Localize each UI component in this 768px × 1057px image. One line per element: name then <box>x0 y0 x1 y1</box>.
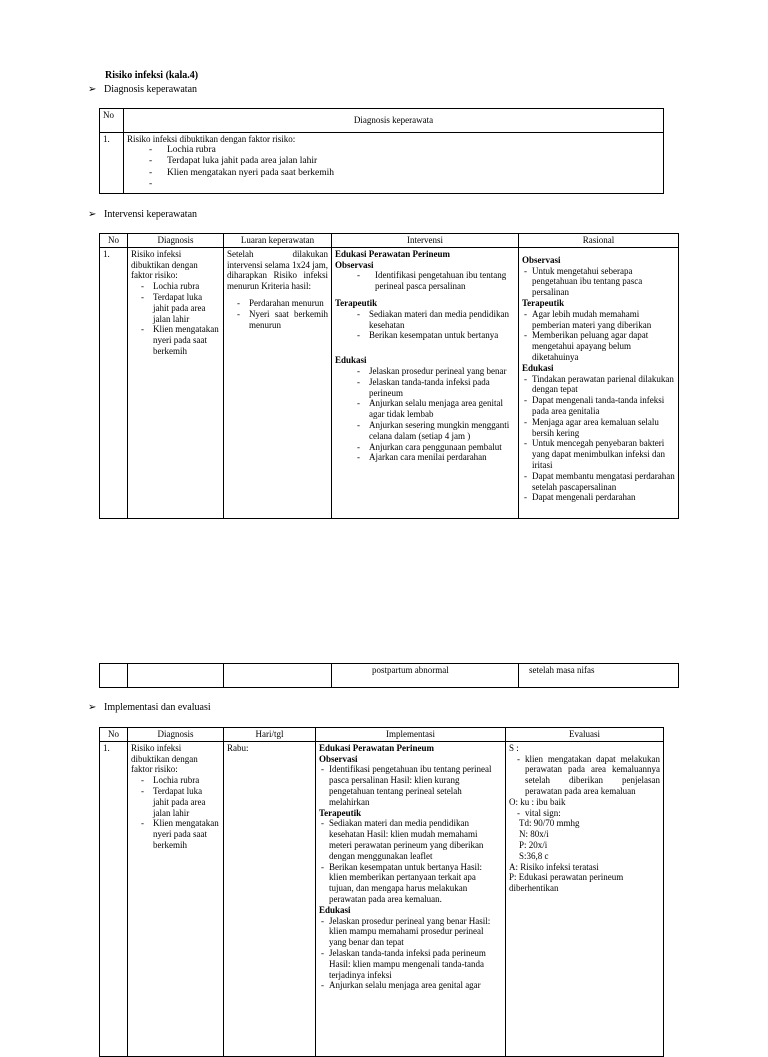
vital-n: N: 80x/i <box>519 829 549 840</box>
list-item: - Identifikasi pengetahuan ibu tentang perineal pasca persalinan Hasil: klien kurang pengetahuan tentang perineal setelah melahirkan <box>319 764 502 807</box>
header-no: No <box>100 234 128 248</box>
list-item: - Terdapat luka jahit pada area jalan lahir <box>131 786 220 818</box>
list-item: - Untuk mengetahui seberapa pengetahuan ibu tentang pasca persalinan <box>522 266 675 298</box>
list-item: - Memberikan peluang agar dapat mengetahui apayang belum diketahuinya <box>522 330 675 362</box>
section-intervensi <box>88 209 197 221</box>
diagnosis-lead: Risiko infeksi dibuktikan dengan faktor risiko: <box>131 248 198 281</box>
intervensi-title: Edukasi Perawatan Perineum <box>335 248 451 259</box>
list-item: - Jelaskan prosedur perineal yang benar <box>347 366 515 377</box>
terapeutik-label: Terapeutik <box>335 297 378 308</box>
arrow-bullet-icon: ➢ <box>88 209 97 220</box>
header-intervensi: Intervensi <box>332 234 519 248</box>
list-item: - Jelaskan tanda-tanda infeksi pada perineum Hasil: klien mampu mengenali tanda-tanda terjadinya infeksi <box>319 948 502 980</box>
implementasi-cell <box>316 741 506 1056</box>
empty-cell <box>100 664 128 688</box>
intervensi-table <box>99 233 679 519</box>
list-item: - Lochia rubra <box>127 145 660 156</box>
rasional-cell <box>519 247 679 518</box>
list-item: - vital sign: <box>515 808 660 819</box>
list-item: - Identifikasi pengetahuan ibu tentang perineal pasca persalinan <box>335 270 515 292</box>
header-evaluasi: Evaluasi <box>506 728 664 742</box>
list-item: - Berikan kesempatan untuk bertanya Hasil: klien memberikan pertanyaan terkait apa tujuan, dan mengapa harus melakukan perawatan pada area kemaluan. <box>319 862 502 905</box>
col-diagnosis: Diagnosis keperawata <box>124 109 664 133</box>
list-item: - Anjurkan cara penggunaan pembalut <box>347 442 515 453</box>
evaluasi-a: A: Risiko infeksi teratasi <box>509 861 599 872</box>
header-hari: Hari/tgl <box>224 728 316 742</box>
list-item: - Klien mengatakan nyeri pada saat berkemih <box>131 818 220 850</box>
arrow-bullet-icon: ➢ <box>88 84 97 95</box>
list-item: - Sediakan materi dan media pendidikan kesehatan Hasil: klien mudah memahami meteri perawatan perineum yang diberikan dengan menggunakan leaflet <box>319 818 502 861</box>
edukasi-label: Edukasi <box>522 362 554 373</box>
diagnosis-cell <box>124 133 664 194</box>
list-item: - Terdapat luka jahit pada area jalan lahir <box>127 156 660 167</box>
list-item: - Anjurkan sesering mungkin mengganti celana dalam (setiap 4 jam ) <box>347 420 515 442</box>
evaluasi-cell <box>506 741 664 1056</box>
list-item: - Perdarahan menurun <box>227 298 328 309</box>
list-item: - Dapat mengenali perdarahan <box>522 492 675 503</box>
terapeutik-label: Terapeutik <box>319 807 362 818</box>
empty-cell <box>128 664 224 688</box>
diagnosis-lead: Risiko infeksi dibuktikan dengan faktor risiko: <box>127 134 296 144</box>
list-item: - Klien mengatakan nyeri pada saat berkemih <box>131 324 220 356</box>
terapeutik-label: Terapeutik <box>522 297 565 308</box>
evaluasi-p: P: Edukasi perawatan perineum diberhentikan <box>509 872 624 894</box>
diagnosis-lead: Risiko infeksi dibuktikan dengan faktor risiko: <box>131 742 198 775</box>
implementasi-table <box>99 727 664 1057</box>
intervensi-cont: postpartum abnormal <box>332 664 519 688</box>
diagnosis-table <box>99 108 664 194</box>
list-item: - Dapat mengenali tanda-tanda infeksi pada area genitalia <box>522 395 675 417</box>
list-item: - Jelaskan tanda-tanda infeksi pada perineum <box>347 377 515 399</box>
list-item: - Anjurkan selalu menjaga area genital agar tidak lembab <box>347 398 515 420</box>
section-diagnosis <box>88 84 197 96</box>
list-item: - Tindakan perawatan parienal dilakukan dengan tepat <box>522 374 675 396</box>
vital-p: P: 20x/i <box>519 839 548 850</box>
list-item: - Lochia rubra <box>131 281 220 292</box>
list-item: - Ajarkan cara menilai perdarahan <box>347 452 515 463</box>
list-item: - Agar lebih mudah memahami pemberian materi yang diberikan <box>522 309 675 331</box>
row-no: 1. <box>100 133 124 194</box>
luaran-cell <box>224 247 332 518</box>
evaluasi-s: S : <box>509 742 519 753</box>
implementasi-title: Edukasi Perawatan Perineum <box>319 742 435 753</box>
list-item: - Terdapat luka jahit pada area jalan lahir <box>131 292 220 324</box>
empty-cell <box>224 664 332 688</box>
row-no: 1. <box>100 741 128 1056</box>
observasi-label: Observasi <box>335 259 374 270</box>
observasi-label: Observasi <box>319 753 358 764</box>
hari-cell: Rabu: <box>224 741 316 1056</box>
list-item: - Menjaga agar area kemaluan selalu bersih kering <box>522 417 675 439</box>
continuation-table <box>99 663 679 688</box>
header-diagnosis: Diagnosis <box>128 728 224 742</box>
arrow-bullet-icon: ➢ <box>88 702 97 713</box>
list-item: - Untuk mencegah penyebaran bakteri yang dapat menimbulkan infeksi dan iritasi <box>522 438 675 470</box>
diagnosis-cell <box>128 741 224 1056</box>
observasi-label: Observasi <box>522 254 561 265</box>
intervensi-cell <box>332 247 519 518</box>
header-rasional: Rasional <box>519 234 679 248</box>
vital-s: S:36,8 c <box>519 850 549 861</box>
list-item: - Sediakan materi dan media pendidikan kesehatan <box>347 309 515 331</box>
diagnosis-cell <box>128 247 224 518</box>
luaran-lead: Setelah dilakukan intervensi selama 1x24 jam, diharapkan Risiko infeksi menurun Kriteria hasil: <box>227 248 328 292</box>
evaluasi-o: O: ku : ibu baik <box>509 796 566 807</box>
vital-td: Td: 90/70 mmhg <box>519 818 580 829</box>
list-item: - Anjurkan selalu menjaga area genital agar <box>319 980 502 991</box>
header-implementasi: Implementasi <box>316 728 506 742</box>
section-label: Diagnosis keperawatan <box>104 84 198 95</box>
list-item: - Jelaskan prosedur perineal yang benar Hasil: klien mampu memahami prosedur perineal yang benar dan tepat <box>319 916 502 948</box>
edukasi-label: Edukasi <box>335 355 367 366</box>
header-no: No <box>100 728 128 742</box>
header-luaran: Luaran keperawatan <box>224 234 332 248</box>
list-item: - Lochia rubra <box>131 775 220 786</box>
list-item: - Dapat membantu mengatasi perdarahan setelah pascapersalinan <box>522 471 675 493</box>
list-item: - Klien mengatakan nyeri pada saat berkemih <box>127 168 660 179</box>
page-title: Risiko infeksi (kala.4) <box>105 70 199 81</box>
section-label: Intervensi keperawatan <box>104 209 198 220</box>
section-implementasi <box>88 702 211 714</box>
rasional-cont: setelah masa nifas <box>519 664 679 688</box>
edukasi-label: Edukasi <box>319 904 351 915</box>
list-item: - klien mengatakan dapat melakukan perawatan pada area kemaluannya setelah diberikan penjelasan perawatan pada area kemaluan <box>515 754 660 797</box>
list-item: - Nyeri saat berkemih menurun <box>227 309 328 331</box>
row-no: 1. <box>100 247 128 518</box>
section-label: Implementasi dan evaluasi <box>104 702 211 713</box>
col-no: No <box>100 109 124 133</box>
list-item: - Berikan kesempatan untuk bertanya <box>347 330 515 341</box>
header-diagnosis: Diagnosis <box>128 234 224 248</box>
